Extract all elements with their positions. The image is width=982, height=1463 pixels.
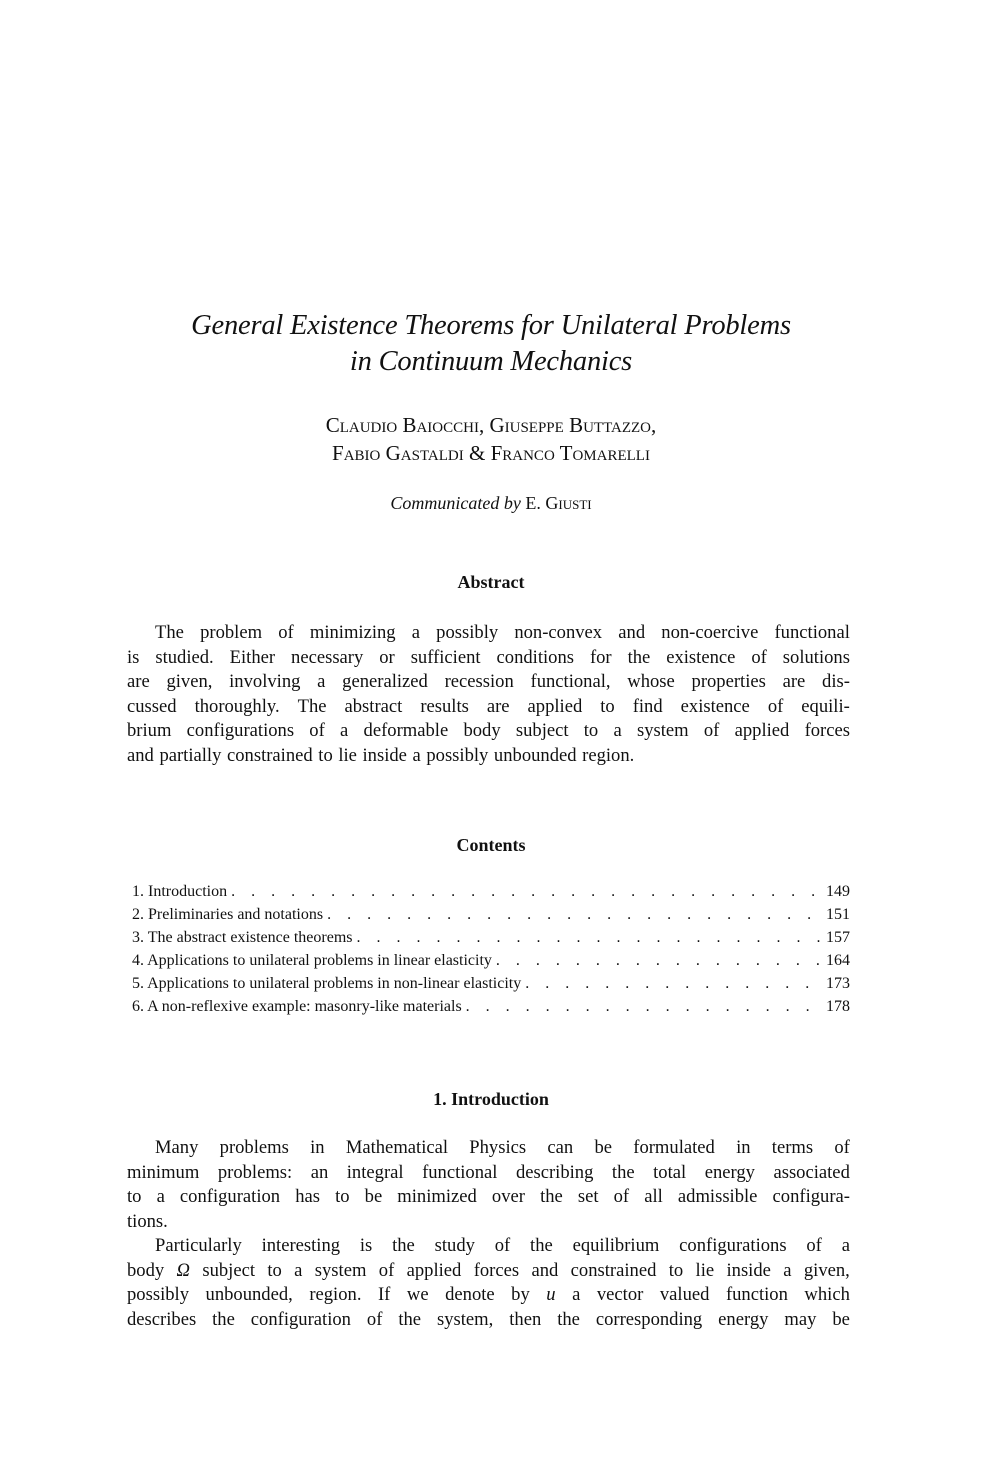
word: be (832, 1308, 850, 1330)
contents-heading: Contents (456, 835, 526, 855)
word: results (420, 695, 469, 717)
word: we (406, 1284, 429, 1305)
word: a (156, 1186, 165, 1207)
word: to (600, 695, 615, 717)
word: thoroughly. (194, 695, 280, 717)
word: deformable (363, 720, 449, 741)
text-line (127, 1259, 850, 1284)
word: vector (596, 1284, 644, 1305)
word: may (784, 1308, 817, 1330)
word: forces (804, 720, 850, 741)
word: properties (691, 671, 766, 692)
word: to (668, 1259, 684, 1281)
word: the (398, 1308, 422, 1330)
toc-leader-dots (357, 926, 822, 949)
word: problems: (217, 1161, 293, 1183)
toc-entry-page: 149 (826, 883, 850, 900)
word: all (644, 1186, 663, 1207)
word: non-convex (514, 622, 603, 643)
word: minimizing (309, 622, 396, 643)
word: are (486, 695, 510, 717)
word: energy (718, 1308, 769, 1330)
word: or (379, 646, 395, 668)
word: conditions (496, 646, 574, 668)
word: denote (445, 1284, 495, 1305)
word: total (653, 1161, 687, 1183)
word: of (378, 1259, 395, 1281)
word: are (782, 671, 806, 692)
word: interesting (261, 1235, 341, 1256)
word: possibly (127, 1284, 189, 1305)
introduction-heading: 1. Introduction (433, 1089, 549, 1109)
word: a (317, 671, 326, 692)
word: minimum (127, 1161, 200, 1183)
word: of (703, 720, 720, 741)
word: applied (406, 1259, 462, 1281)
introduction-paragraph-2 (127, 1234, 850, 1332)
text-line (127, 1234, 850, 1259)
word: to (318, 744, 333, 766)
word: of (366, 1308, 383, 1330)
word: the (540, 1186, 563, 1207)
word: of (806, 1235, 822, 1256)
word: solutions (782, 646, 850, 668)
toc-entry-page: 164 (826, 952, 850, 969)
word: a (340, 720, 349, 741)
word: describing (515, 1161, 594, 1183)
word: and (618, 622, 646, 643)
word: which (804, 1284, 850, 1305)
word: partially (159, 744, 222, 766)
communicated-by (100, 491, 882, 515)
word: then (509, 1308, 542, 1330)
toc-entry-label: 5. Applications to unilateral problems in non-linear elasticity (132, 975, 522, 992)
word: describes (127, 1308, 197, 1330)
word: associated (773, 1161, 850, 1183)
word: The (155, 622, 184, 643)
toc-leader-dots (231, 880, 822, 903)
toc-entry[interactable] (132, 880, 850, 903)
word: Either (229, 646, 276, 668)
toc-leader-dots (496, 949, 822, 972)
word: dis- (822, 671, 850, 692)
word: Ω (176, 1259, 190, 1281)
word: and (531, 1259, 559, 1281)
author-line-1: Claudio Baiocchi, Giuseppe Buttazzo, (325, 413, 657, 437)
text-line (127, 1161, 850, 1186)
text-line (127, 670, 850, 695)
word: and (127, 744, 154, 766)
word: body (463, 720, 501, 741)
toc-entry[interactable] (132, 949, 850, 972)
word: function (725, 1284, 788, 1305)
title-line-1: General Existence Theorems for Unilateral Problems (191, 310, 791, 341)
word: functional (774, 622, 850, 643)
toc-entry-label: 3. The abstract existence theorems (132, 929, 353, 946)
text-line (127, 646, 850, 671)
text-line (127, 1308, 850, 1333)
word: lie (695, 1259, 715, 1281)
word: in (736, 1137, 751, 1158)
word: region. (309, 1284, 362, 1305)
word: unbounded (493, 744, 577, 766)
toc-entry-label: 1. Introduction (132, 883, 228, 900)
toc-entry-page: 157 (826, 929, 850, 946)
word: the (530, 1235, 553, 1256)
word: to (127, 1186, 142, 1207)
author-line-2: Fabio Gastaldi & Franco Tomarelli (332, 441, 650, 465)
text-line (127, 744, 850, 769)
toc-entry-page: 151 (826, 906, 850, 923)
text-line (127, 621, 850, 646)
introduction-paragraph-1 (127, 1136, 850, 1234)
word: region. (582, 744, 635, 766)
word: a (841, 1235, 850, 1256)
word: admissible (677, 1186, 758, 1207)
word: system, (436, 1308, 494, 1330)
word: for (589, 646, 612, 668)
text-line (127, 719, 850, 744)
word: necessary (291, 646, 364, 668)
word: Mathematical (345, 1137, 449, 1158)
word: the (392, 1235, 415, 1256)
word: possibly (436, 622, 499, 643)
word: whose (627, 671, 675, 692)
word: to (267, 1259, 282, 1281)
communicated-label: Communicated (390, 493, 500, 513)
word: of (613, 1186, 630, 1207)
text-line (127, 1136, 850, 1161)
word: non-coercive (661, 622, 759, 643)
text-line (127, 1210, 850, 1235)
toc-entry[interactable] (132, 926, 850, 949)
text-line (127, 1185, 850, 1210)
word: If (377, 1284, 391, 1305)
word: possibly (426, 744, 489, 766)
word: of (494, 1235, 511, 1256)
author-list (100, 411, 882, 467)
toc-leader-dots (525, 972, 822, 995)
word: applied (734, 720, 790, 741)
word: valued (659, 1284, 710, 1305)
word: lie (338, 744, 357, 766)
word: given, (803, 1259, 850, 1281)
word: in (310, 1137, 325, 1158)
word: unbounded, (205, 1284, 293, 1305)
word: to (583, 720, 599, 741)
word: Many (155, 1137, 199, 1158)
word: problem (200, 622, 263, 643)
word: The (297, 695, 327, 717)
word: of (834, 1137, 850, 1158)
table-of-contents (132, 880, 850, 1018)
title-line-2: in Continuum Mechanics (349, 346, 633, 377)
word: applied (527, 695, 583, 717)
word: system (314, 1259, 367, 1281)
word: study (434, 1235, 475, 1256)
word: a (294, 1259, 303, 1281)
word: Particularly (155, 1235, 242, 1256)
word: minimized (397, 1186, 477, 1207)
abstract-paragraph (127, 621, 850, 768)
word: tions. (127, 1210, 168, 1232)
word: is (127, 646, 140, 668)
word: of (278, 622, 294, 643)
word: configuration (179, 1186, 281, 1207)
text-line (127, 1283, 850, 1308)
word: integral (346, 1161, 404, 1183)
word: an (310, 1161, 329, 1183)
word: configuration (250, 1308, 351, 1330)
word: a (613, 720, 622, 741)
word: brium (127, 720, 172, 741)
word: problems (219, 1137, 289, 1158)
toc-entry[interactable] (132, 995, 850, 1018)
word: of (309, 720, 325, 741)
toc-entry-label: 6. A non-reflexive example: masonry-like materials (132, 998, 462, 1015)
word: formulated (633, 1137, 715, 1158)
word: functional, (530, 671, 611, 692)
word: the (212, 1308, 235, 1330)
word: corresponding (595, 1308, 703, 1330)
word: equili- (801, 695, 850, 717)
word: inside (726, 1259, 771, 1281)
word: studied. (155, 646, 214, 668)
word: the (627, 646, 651, 668)
word: functional (422, 1161, 498, 1183)
toc-entry-label: 2. Preliminaries and notations (132, 906, 324, 923)
word: terms (771, 1137, 814, 1158)
communicator-name: E. Giusti (525, 493, 592, 513)
word: a (411, 622, 421, 643)
word: constrained (570, 1259, 657, 1281)
word: inside (362, 744, 407, 766)
word: configura- (772, 1186, 850, 1207)
word: a (572, 1284, 581, 1305)
word: equilibrium (572, 1235, 660, 1256)
word: abstract (344, 695, 403, 717)
word: to (335, 1186, 350, 1207)
word: body (127, 1259, 165, 1281)
word: existence (666, 646, 736, 668)
toc-leader-dots (327, 903, 822, 926)
word: configurations (679, 1235, 787, 1256)
word: existence (680, 695, 750, 717)
word: involving (229, 671, 301, 692)
toc-entry-page: 178 (826, 998, 850, 1015)
word: generalized (342, 671, 428, 692)
word: system (636, 720, 689, 741)
word: u (546, 1284, 556, 1305)
toc-entry-label: 4. Applications to unilateral problems in linear elasticity (132, 952, 492, 969)
word: be (594, 1137, 612, 1158)
word: Physics (469, 1137, 527, 1158)
toc-entry[interactable] (132, 903, 850, 926)
word: over (491, 1186, 525, 1207)
abstract-heading: Abstract (457, 572, 525, 592)
word: of (767, 695, 784, 717)
word: be (364, 1186, 383, 1207)
word: a (412, 744, 421, 766)
word: by (511, 1284, 530, 1305)
word: has (295, 1186, 320, 1207)
toc-entry[interactable] (132, 972, 850, 995)
word: forces (473, 1259, 520, 1281)
paper-title (100, 308, 882, 380)
word: a (783, 1259, 792, 1281)
word: are (127, 671, 150, 692)
word: energy (704, 1161, 755, 1183)
word: recession (444, 671, 514, 692)
word: given, (166, 671, 213, 692)
toc-entry-page: 173 (826, 975, 850, 992)
word: subject (515, 720, 569, 741)
word: cussed (127, 695, 177, 717)
toc-leader-dots (466, 995, 822, 1018)
text-line (127, 695, 850, 720)
word: set (577, 1186, 599, 1207)
communicated-by-word: by (503, 493, 521, 513)
word: find (632, 695, 663, 717)
word: can (547, 1137, 574, 1158)
word: subject (202, 1259, 255, 1281)
word: sufficient (410, 646, 481, 668)
word: configurations (186, 720, 295, 741)
word: of (751, 646, 767, 668)
word: is (359, 1235, 373, 1256)
word: the (557, 1308, 580, 1330)
word: constrained (226, 744, 313, 766)
word: the (611, 1161, 635, 1183)
